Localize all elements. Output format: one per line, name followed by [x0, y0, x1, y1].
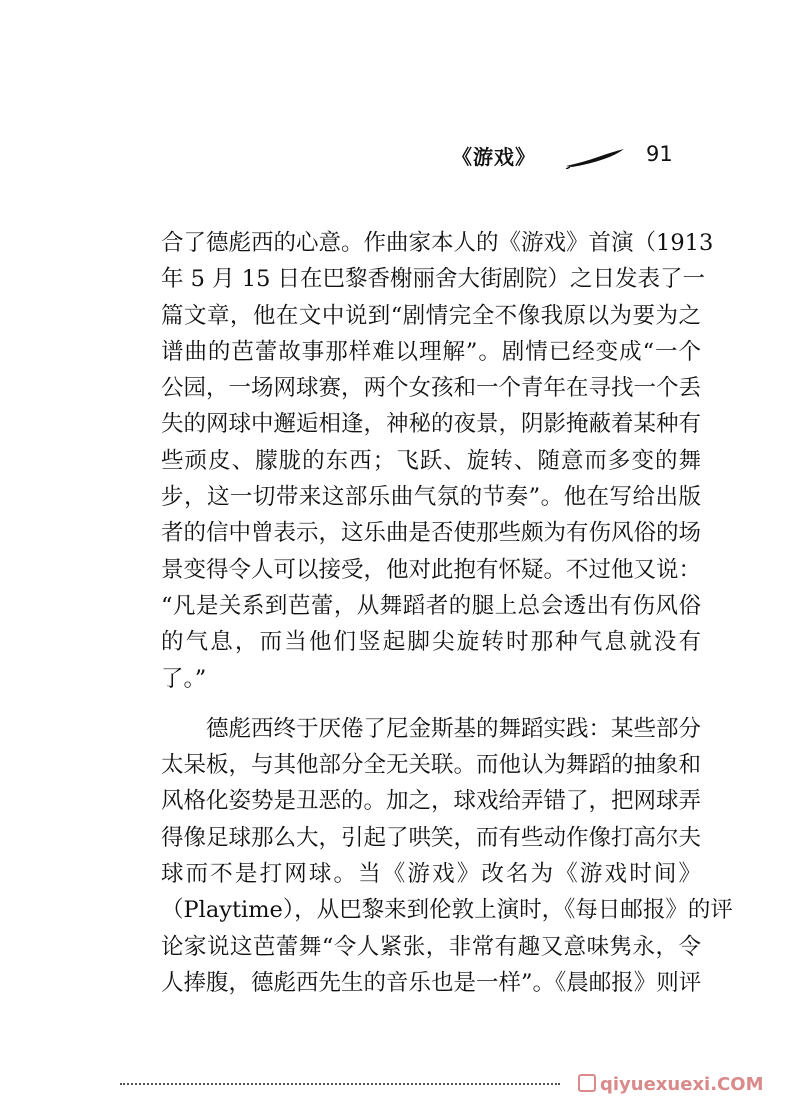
text-line: 球而不是打网球。当《游戏》改名为《游戏时间》 — [161, 861, 701, 888]
paragraph-gap — [161, 697, 701, 711]
paragraph-2 — [161, 711, 733, 1001]
text-line: 人捧腹，德彪西先生的音乐也是一样”。《晨邮报》则评 — [161, 969, 702, 996]
watermark — [578, 1070, 764, 1100]
text-line: 得像足球那么大，引起了哄笑，而有些动作像打高尔夫 — [161, 824, 702, 851]
running-header-title: 《游戏》 — [452, 145, 536, 169]
body-text — [161, 225, 733, 1001]
text-line: 公园，一场网球赛，两个女孩和一个青年在寻找一个丢 — [161, 375, 702, 402]
text-line: 谱曲的芭蕾故事那样难以理解”。剧情已经变成“一个 — [161, 338, 701, 365]
text-line: “凡是关系到芭蕾，从舞蹈者的腿上总会透出有伤风俗 — [161, 592, 701, 619]
text-line: 了。” — [161, 665, 207, 692]
text-line: 者的信中曾表示，这乐曲是否使那些颇为有伤风俗的场 — [161, 520, 702, 547]
text-line: 德彪西终于厌倦了尼金斯基的舞蹈实践：某些部分 — [206, 715, 702, 742]
text-line: 步，这一切带来这部乐曲气氛的节奏”。他在写给出版 — [161, 484, 701, 511]
watermark-text: qiyuexuexi.COM — [600, 1074, 764, 1095]
quill-ornament-icon — [564, 147, 626, 169]
text-line: 太呆板，与其他部分全无关联。而他认为舞蹈的抽象和 — [161, 752, 702, 779]
text-line: 风格化姿势是丑恶的。加之，球戏给弄错了，把网球弄 — [161, 788, 702, 815]
text-line: 合了德彪西的心意。作曲家本人的《游戏》首演（1913 — [161, 230, 714, 256]
footer-rule — [120, 1083, 560, 1085]
running-header — [452, 141, 682, 175]
text-line: 年 5 月 15 日在巴黎香榭丽舍大街剧院）之日发表了一 — [161, 266, 706, 293]
text-line: 些顽皮、朦胧的东西；飞跃、旋转、随意而多变的舞 — [161, 447, 701, 474]
text-line: 失的网球中邂逅相逢，神秘的夜景，阴影掩蔽着某种有 — [161, 411, 702, 438]
text-line: 的气息，而当他们竖起脚尖旋转时那种气息就没有 — [161, 629, 701, 656]
text-line: 论家说这芭蕾舞“令人紧张，非常有趣又意味隽永，令 — [161, 933, 701, 960]
paragraph-1 — [161, 225, 714, 697]
music-note-icon — [578, 1074, 596, 1092]
page-number: 91 — [646, 142, 673, 166]
text-line: 篇文章，他在文中说到“剧情完全不像我原以为要为之 — [161, 302, 701, 329]
text-line: （Playtime），从巴黎来到伦敦上演时，《每日邮报》的评 — [161, 897, 733, 924]
text-line: 景变得令人可以接受，他对此抱有怀疑。不过他又说： — [161, 556, 702, 583]
